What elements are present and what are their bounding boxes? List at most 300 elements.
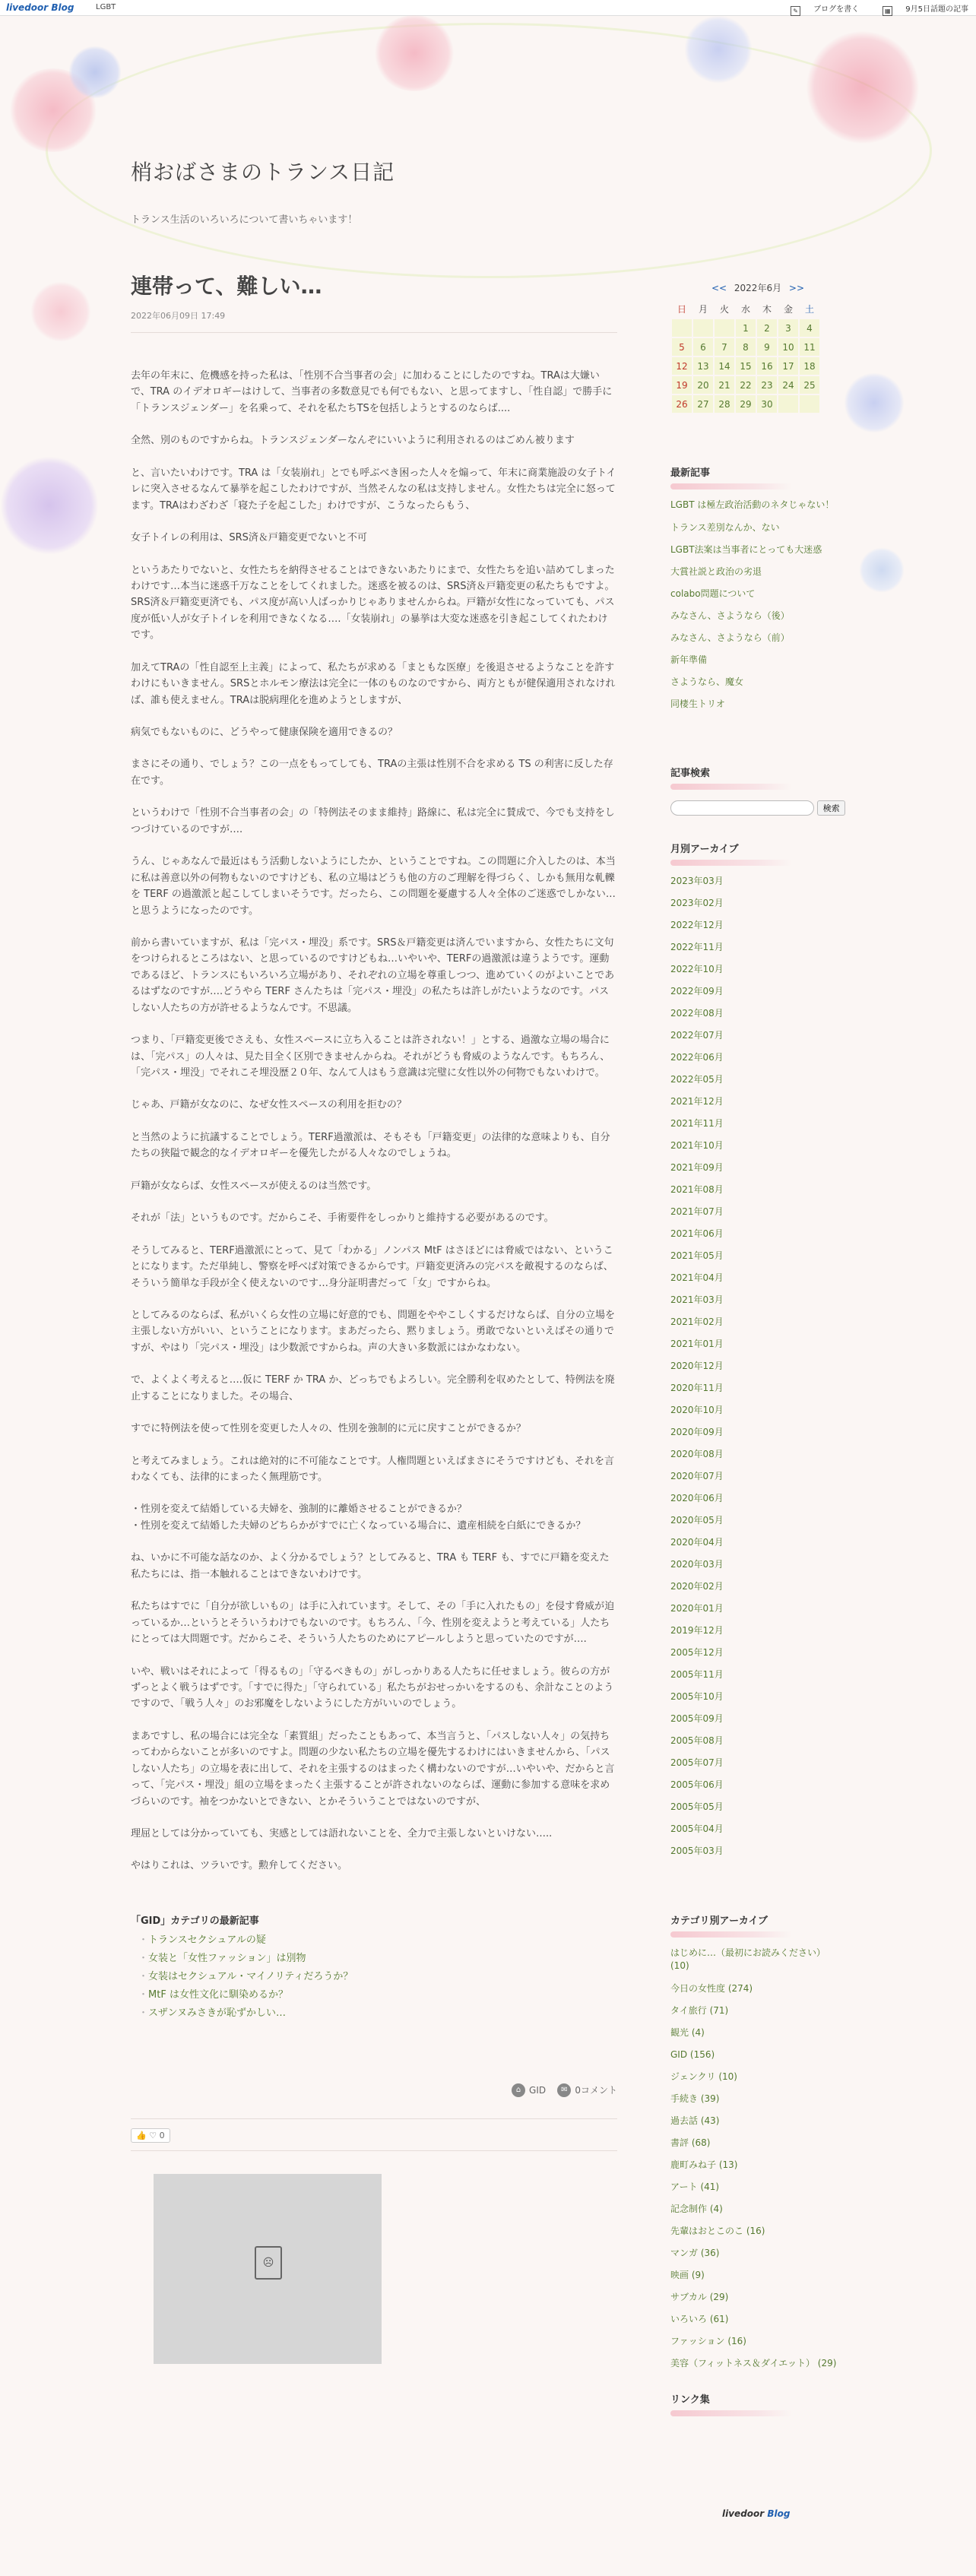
- article-paragraph: 私たちはすでに「自分が欲しいもの」は手に入れています。そして、その「手に入れたもの」を侵す脅威が迫っているか…というとそういうわけでもないのです。もちろん、「今、性別を変えようと考えている」人たちにとっては大問題です。だからこそ、そういう人たちのためにアピールしようと思っていたのですが….: [131, 1601, 615, 1646]
- article-paragraph: まあですし、私の場合には完全な「素質組」だったこともあって、本当言うと、「パスしない人々」の気持ちってわからないことが多いのですよ。問題の少ない私たちの立場を優先するわけにはいきませんから、「パスしない人たち」の立場を表に出して、それを主張するのはまったく構わないのですが…いやいや、だからと言って、「完パス・埋没」組の立場をまったく主張することが許されないのならば、運動に参加する意味を求めづらいのです。袖をつかないとできない、とかそういうことではないのですが、: [131, 1730, 615, 1808]
- sidebar-list-item: [670, 494, 845, 517]
- search-input[interactable]: [670, 800, 814, 816]
- calendar-day[interactable]: 12: [672, 357, 692, 375]
- recent-posts: [670, 460, 845, 715]
- article-paragraph: すでに特例法を使って性別を変更した人々の、性別を強制的に元に戻すことができるか？: [131, 1423, 526, 1435]
- article-paragraph: としてみるのならば、私がいくら女性の立場に好意的でも、問題をややこしくするだけならば、自分の立場を主張しない方がいい、ということになります。まあだったら、黙りましょう。勇敢でないといえばその通りですが、やはり「完パス・埋没」は少数派ですからね。声の大きい多数派にはかなわない。: [131, 1309, 616, 1354]
- sidebar-link[interactable]: 2005年05月: [670, 1801, 724, 1812]
- write-blog-link[interactable]: ✎ ブログを書く: [780, 5, 859, 14]
- sidebar-list-item: [670, 1025, 845, 1047]
- category-count: (13): [718, 2159, 738, 2170]
- sidebar-list-item: [670, 958, 845, 981]
- category-count: (156): [689, 2049, 715, 2060]
- calendar-day[interactable]: 4: [800, 319, 819, 337]
- article-paragraph: じゃあ、戸籍が女なのに、なぜ女性スペースの利用を拒むの？: [131, 1099, 407, 1111]
- sidebar-list-item: [670, 1003, 845, 1025]
- calendar-day[interactable]: 29: [736, 395, 756, 413]
- related-item: [138, 1968, 617, 1986]
- category-item: [670, 2000, 845, 2022]
- sidebar-link[interactable]: 2021年12月: [670, 1096, 724, 1107]
- trending-link[interactable]: ▦ 9月5日話題の記事: [872, 5, 968, 14]
- calendar-day: [693, 319, 713, 337]
- category-link[interactable]: 鹿町みね子: [670, 2159, 717, 2170]
- sidebar-link[interactable]: 2005年11月: [670, 1669, 724, 1680]
- sidebar-list-item: [670, 1157, 845, 1179]
- sidebar-list-item: [670, 1532, 845, 1554]
- sidebar-list-item: [670, 1664, 845, 1686]
- related-item: [138, 1950, 617, 1968]
- category-count: (43): [700, 2115, 720, 2126]
- sidebar-list-item: [670, 1708, 845, 1730]
- calendar-day[interactable]: 22: [736, 376, 756, 394]
- sidebar-link[interactable]: 2005年12月: [670, 1647, 724, 1658]
- sidebar-link[interactable]: 2022年11月: [670, 942, 724, 952]
- sidebar-list-item: [670, 671, 845, 693]
- article-paragraph: いや、戦いはそれによって「得るもの」「守るべきもの」がしっかりある人たちに任せましょう。彼らの方がずっとよく戦うはずです。「すでに得た」「守られている」私たちがおせっかいをするのも、余計なことのようですので、「戦う人々」のお邪魔をしないようにした方がいいのでしょう。: [131, 1665, 614, 1710]
- article-paragraph: 去年の年末に、危機感を持った私は、「性別不合当事者の会」に加わることにしたのですね。TRAは大嫌いで、TRA のイデオロギーはけして、当事者の多数意見でも何でもない、と思ってますし、「性自認」で勝手に「トランスジェンダー」を名乗って、それを私たちTSを包括しようとするのならば....: [131, 370, 613, 414]
- sidebar-link[interactable]: 2021年01月: [670, 1339, 724, 1349]
- sidebar-link[interactable]: 2005年09月: [670, 1713, 724, 1724]
- archive-list: [670, 870, 845, 1862]
- category-link[interactable]: サブカル: [670, 2292, 707, 2302]
- category-list: [670, 1942, 845, 2375]
- sidebar-link[interactable]: 2022年08月: [670, 1008, 724, 1019]
- calendar-day[interactable]: 1: [736, 319, 756, 337]
- recent-list: [670, 494, 845, 715]
- sidebar-link[interactable]: 2020年05月: [670, 1515, 724, 1526]
- related-heading: 「GID」カテゴリの最新記事: [131, 1915, 259, 1927]
- calendar-weekday: 火: [719, 304, 729, 315]
- sidebar-link[interactable]: トランス差別なんか、ない: [670, 522, 780, 533]
- category-link[interactable]: タイ旅行: [670, 2005, 707, 2016]
- sidebar-link[interactable]: みなさん、さようなら（前）: [670, 632, 790, 643]
- article-date: 2022年06月09日 17:49: [131, 311, 226, 321]
- sidebar-link[interactable]: 2005年06月: [670, 1779, 724, 1790]
- article-paragraph: で、よくよく考えると….仮に TERF か TRA か、どっちでもよろしい。完全勝利を収めたとして、特例法を廃止することになりました。その場合、: [131, 1374, 615, 1402]
- sidebar-link[interactable]: 2021年06月: [670, 1228, 724, 1239]
- category-item: [670, 2154, 845, 2176]
- category-link[interactable]: ジェンクリ: [670, 2071, 716, 2082]
- sidebar-link[interactable]: 同棲生トリオ: [670, 699, 725, 709]
- sidebar-list-item: [670, 1047, 845, 1069]
- blog-description: トランス生活のいろいろについて書いちゃいます！: [131, 214, 358, 226]
- calendar-day: [800, 395, 819, 413]
- sidebar-link[interactable]: 2021年03月: [670, 1294, 724, 1305]
- article-title[interactable]: 連帯って、難しい…: [131, 274, 322, 299]
- calendar-day[interactable]: 28: [715, 395, 734, 413]
- calendar-day[interactable]: 3: [778, 319, 798, 337]
- calendar-day[interactable]: 21: [715, 376, 734, 394]
- category-item: [670, 2308, 845, 2330]
- search-button[interactable]: 検索: [817, 800, 845, 816]
- sidebar-link[interactable]: 2021年07月: [670, 1206, 724, 1217]
- sidebar-link[interactable]: 2020年02月: [670, 1581, 724, 1592]
- sidebar-list-item: [670, 1223, 845, 1245]
- top-bar: [0, 0, 976, 16]
- sidebar-link[interactable]: 2020年08月: [670, 1449, 724, 1459]
- calendar: [670, 281, 845, 414]
- sidebar-list-item: [670, 1289, 845, 1311]
- calendar-day[interactable]: 17: [778, 357, 798, 375]
- calendar-day[interactable]: 15: [736, 357, 756, 375]
- category-item: [670, 2198, 845, 2220]
- sidebar-list-item: [670, 1686, 845, 1708]
- sidebar-list-item: [670, 1465, 845, 1488]
- sidebar-link[interactable]: 2020年11月: [670, 1383, 724, 1393]
- sidebar-list-item: [670, 1818, 845, 1840]
- sidebar-list-item: [670, 1421, 845, 1443]
- search-title: 記事検索: [670, 760, 845, 794]
- sidebar-link[interactable]: 2020年04月: [670, 1537, 724, 1548]
- category-item: [670, 2110, 845, 2132]
- category-item: [670, 2132, 845, 2154]
- calendar-day[interactable]: 5: [672, 338, 692, 356]
- article-meta: [131, 2083, 617, 2098]
- sidebar-list-item: [670, 870, 845, 892]
- search-section: [670, 760, 845, 816]
- calendar-prev-link[interactable]: <<: [711, 283, 727, 293]
- related-item: [138, 1986, 617, 2004]
- sidebar-link[interactable]: LGBT は極左政治活動のネタじゃない！: [670, 499, 835, 510]
- related-link[interactable]: MtF は女性文化に馴染めるか？: [148, 1988, 288, 2001]
- calendar-day[interactable]: 18: [800, 357, 819, 375]
- sidebar-link[interactable]: 2022年07月: [670, 1030, 724, 1041]
- sidebar-list-item: [670, 1488, 845, 1510]
- category-item: [670, 2088, 845, 2110]
- calendar-weekday: 水: [740, 304, 750, 315]
- sidebar-link[interactable]: 2005年03月: [670, 1846, 724, 1856]
- sidebar-link[interactable]: さようなら、魔女: [670, 676, 744, 687]
- category-link[interactable]: 先輩はおとこのこ: [670, 2226, 744, 2236]
- article-paragraph: というわけで「性別不合当事者の会」の「特例法そのまま維持」路線に、私は完全に賛成で、今でも支持をしつづけているのですが….: [131, 807, 615, 835]
- category-count: (16): [746, 2226, 765, 2236]
- sidebar-list-item: [670, 981, 845, 1003]
- sidebar-link[interactable]: 2021年11月: [670, 1118, 724, 1129]
- calendar-day[interactable]: 19: [672, 376, 692, 394]
- sidebar-list-item: [670, 583, 845, 605]
- flower-decoration: [68, 46, 122, 99]
- recent-title: 最新記事: [670, 460, 845, 494]
- category-count: (16): [727, 2336, 746, 2346]
- article-paragraph: 理屈としては分かっていても、実感としては語れないことを、全力で主張しないといけない…..: [131, 1828, 553, 1839]
- category-count: (10): [670, 1960, 689, 1971]
- category-link[interactable]: 美容（フィットネス＆ダイエット）: [670, 2358, 815, 2368]
- sidebar-link[interactable]: LGBT法案は当事者にとっても大迷惑: [670, 544, 822, 555]
- article-paragraph: 全然、別のものですからね。トランスジェンダーなんぞにいいように利用されるのはごめん被ります: [131, 435, 575, 447]
- sidebar-list-item: [670, 1245, 845, 1267]
- sidebar-link[interactable]: 2021年10月: [670, 1140, 724, 1151]
- sidebar-list-item: [670, 1333, 845, 1355]
- sidebar-link[interactable]: 2023年03月: [670, 876, 724, 886]
- sidebar-list-item: [670, 1201, 845, 1223]
- category-link[interactable]: 観光: [670, 2027, 689, 2038]
- sidebar-link[interactable]: 2021年04月: [670, 1272, 724, 1283]
- flower-decoration: [684, 15, 753, 84]
- calendar-day[interactable]: 6: [693, 338, 713, 356]
- category-count: (29): [709, 2292, 729, 2302]
- calendar-day[interactable]: 8: [736, 338, 756, 356]
- category-link[interactable]: アート: [670, 2182, 698, 2192]
- article-paragraph: と考えてみましょう。これは絶対的に不可能なことです。人権問題といえばまさにそうですけども、それを言わなくても、法律的にまったく無理筋です。: [131, 1455, 614, 1483]
- sidebar-list-item: [670, 605, 845, 627]
- calendar-weekday: 日: [677, 304, 686, 315]
- calendar-next-link[interactable]: >>: [788, 283, 805, 293]
- flower-decoration: [30, 281, 91, 342]
- article-paragraph: 女子トイレの利用は、SRS済＆戸籍変更でないと不可: [131, 532, 367, 544]
- sidebar-link[interactable]: 2020年07月: [670, 1471, 724, 1481]
- category-item: [670, 2242, 845, 2264]
- calendar-day[interactable]: 23: [757, 376, 777, 394]
- sidebar-list-item: [670, 1355, 845, 1377]
- article-paragraph: 加えてTRAの「性自認至上主義」によって、私たちが求める「まともな医療」を後退させるようなことを許すわけにもいきません。SRSとホルモン療法は完全に一体のものなのですから、両方ともが健保適用されなければ、誰も使えません。TRAは脱病理化を進めようとしますが、: [131, 661, 616, 706]
- sidebar-list-item: [670, 1796, 845, 1818]
- sidebar-list-item: [670, 1311, 845, 1333]
- category-link[interactable]: 手続き: [670, 2093, 699, 2104]
- category-link[interactable]: 過去話: [670, 2115, 699, 2126]
- category-link[interactable]: マンガ: [670, 2248, 699, 2258]
- sidebar-link[interactable]: 2022年10月: [670, 964, 724, 974]
- sidebar-list-item: [670, 892, 845, 914]
- related-item: [138, 1931, 617, 1950]
- category-item: [670, 2066, 845, 2088]
- category-item: [670, 1942, 845, 1978]
- flower-decoration: [859, 547, 905, 593]
- sidebar-list-item: [670, 517, 845, 539]
- sidebar-list-item: [670, 1267, 845, 1289]
- calendar-month: 2022年6月: [734, 283, 782, 293]
- sidebar-list-item: [670, 1642, 845, 1664]
- sidebar-link[interactable]: 2005年10月: [670, 1691, 724, 1702]
- sidebar-link[interactable]: 2021年08月: [670, 1184, 724, 1195]
- category-link[interactable]: 書評: [670, 2137, 689, 2148]
- related-link[interactable]: トランスセクシュアルの疑: [148, 1934, 266, 1946]
- sidebar-list-item: [670, 1752, 845, 1774]
- sidebar-link[interactable]: 2005年04月: [670, 1823, 724, 1834]
- article-paragraph: まさにその通り、でしょう？この一点をもってしても、TRAの主張は性別不合を求める TS の利害に反した存在です。: [131, 759, 613, 787]
- calendar-day[interactable]: 24: [778, 376, 798, 394]
- category-count: (39): [700, 2093, 720, 2104]
- sidebar-list-item: [670, 1554, 845, 1576]
- article-paragraph: と当然のように抗議することでしょう。TERF過激派は、そもそも「戸籍変更」の法律的な意味よりも、自分たちの狭隘で観念的なイデオロギーを優先したがる人々なのでしょうね。: [131, 1131, 610, 1160]
- category-count: (4): [691, 2027, 705, 2038]
- comment-icon: ✉: [557, 2083, 571, 2097]
- related-list: [131, 1931, 617, 2023]
- category-count: (68): [691, 2137, 711, 2148]
- article-paragraph: それが「法」というものです。だからこそ、手術要件をしっかりと維持する必要があるのです。: [131, 1212, 554, 1225]
- sidebar-link[interactable]: 2020年12月: [670, 1361, 724, 1371]
- calendar-day[interactable]: 16: [757, 357, 777, 375]
- category-count: (4): [709, 2204, 723, 2214]
- category-item: [670, 2044, 845, 2066]
- calendar-weekday: 金: [783, 304, 793, 315]
- article-paragraph: やはりこれは、ツラいです。勲弁してください。: [131, 1860, 347, 1872]
- sidebar-link[interactable]: 2022年06月: [670, 1052, 724, 1063]
- article-paragraph: 病気でもないものに、どうやって健康保険を適用できるの？: [131, 727, 398, 738]
- category-count: (29): [817, 2358, 837, 2368]
- flower-decoration: [844, 372, 905, 433]
- categories-title: カテゴリ別アーカイブ: [670, 1908, 845, 1942]
- article-paragraph: うん、じゃあなんで最近はもう活動しないようにしたか、ということですね。この問題に介入したのは、本当に私は善意以外の何物もないのですけども、私の立場はどうも他の方のご理解を得づらく、しかも無用な軋轢を TERF の過激派と起こしてしまいそうです。だったら、この問題を憂慮する人々全体のご迷惑でしかない…と思うようになったのです。: [131, 856, 616, 917]
- article-paragraph: 前から書いていますが、私は「完パス・埋没」系です。SRS＆戸籍変更は済んでいますから、女性たちに文句をつけられるところはない、と思っているのですけどもね…いやいや、TERFの過激派は違うようです。運動であるほど、トランスにもいろいろ立場があり、それぞれの立場を尊重しつつ、進めていくのがよいことであるはずなのですが….どうやら TERF さんたちは「完パス・埋没」の私たちは許しがたいようなのです。パスしない人たちの方が許せるようなんです。不思議。: [131, 936, 615, 1014]
- article-paragraph: つまり、「戸籍変更後でさえも、女性スペースに立ち入ることは許されない！」とする、過激な立場の場合には、「完パス」の人々は、見た目全く区別できませんからね。それがどうも脅威のようなんです。もちろん、「完パス・埋没」でそれこそ埋没歴２０年、なんて人はもう意識は完璧に女性以外の何物でもないわけで。: [131, 1035, 610, 1079]
- sidebar-link[interactable]: 2022年05月: [670, 1074, 724, 1085]
- related-link[interactable]: 女装と「女性ファッション」は別物: [148, 1952, 306, 1964]
- category-count: (61): [709, 2314, 729, 2324]
- sidebar-list-item: [670, 1576, 845, 1598]
- calendar-day: [672, 319, 692, 337]
- like-button[interactable]: 👍 ♡ 0: [131, 2128, 170, 2143]
- category-item: [670, 2022, 845, 2044]
- calendar-weekday: 土: [804, 304, 814, 315]
- sidebar-link[interactable]: 大賞社説と政治の劣退: [670, 566, 762, 577]
- category-link[interactable]: 映画: [670, 2270, 689, 2280]
- category-link[interactable]: ⌂ GID: [512, 2085, 546, 2096]
- category-item: [670, 2264, 845, 2286]
- sidebar-list-item: [670, 627, 845, 649]
- category-item: [670, 2353, 845, 2375]
- category-count: (9): [691, 2270, 705, 2280]
- flower-decoration: [372, 15, 456, 91]
- broken-document-icon: ☹: [255, 2246, 282, 2280]
- sidebar-link[interactable]: 2021年05月: [670, 1250, 724, 1261]
- main-column: [131, 270, 617, 2364]
- links-section: [670, 2387, 845, 2421]
- sidebar-list-item: [670, 693, 845, 715]
- sidebar-link[interactable]: 2023年02月: [670, 898, 724, 908]
- category-item: [670, 2330, 845, 2353]
- category-archive: [670, 1908, 845, 2375]
- topbar-category-link[interactable]: LGBT: [96, 3, 116, 11]
- category-link[interactable]: 記念制作: [670, 2204, 708, 2214]
- category-count: (41): [700, 2182, 720, 2192]
- calendar-day[interactable]: 13: [693, 357, 713, 375]
- calendar-day[interactable]: 11: [800, 338, 819, 356]
- livedoor-blog-logo[interactable]: livedoor Blog: [6, 2, 74, 13]
- category-count: (10): [718, 2071, 737, 2082]
- pencil-icon: ✎: [791, 6, 800, 16]
- sidebar-link[interactable]: 2021年09月: [670, 1162, 724, 1173]
- category-link[interactable]: GID: [670, 2049, 688, 2060]
- calendar-day[interactable]: 10: [778, 338, 798, 356]
- calendar-day[interactable]: 27: [693, 395, 713, 413]
- calendar-icon: ▦: [883, 6, 892, 16]
- sidebar-list-item: [670, 1840, 845, 1862]
- category-link[interactable]: はじめに…（最初にお読みください）: [670, 1947, 826, 1958]
- calendar-weekday: 月: [698, 304, 708, 315]
- sidebar-link[interactable]: 2022年09月: [670, 986, 724, 996]
- ad-placeholder[interactable]: [154, 2174, 382, 2364]
- sidebar-link[interactable]: 2020年03月: [670, 1559, 724, 1570]
- article-paragraph: ・性別を変えて結婚している夫婦を、強制的に離婚させることができるか？ ・性別を変えて結婚した夫婦のどちらかがすでに亡くなっている場合に、遺産相続を白紙にできるか？: [131, 1503, 586, 1532]
- sidebar-list-item: [670, 1135, 845, 1157]
- calendar-day[interactable]: 2: [757, 319, 777, 337]
- article-body: [131, 368, 617, 1874]
- sidebar-list-item: [670, 1069, 845, 1091]
- sidebar-list-item: [670, 1774, 845, 1796]
- sidebar-list-item: [670, 649, 845, 671]
- related-articles: [131, 1912, 617, 2023]
- sidebar-link[interactable]: 2022年12月: [670, 920, 724, 930]
- calendar-day[interactable]: 14: [715, 357, 734, 375]
- blog-title[interactable]: 梢おばさまのトランス日記: [131, 160, 395, 185]
- category-count: (71): [709, 2005, 729, 2016]
- links-title: リンク集: [670, 2387, 845, 2421]
- monthly-archive: [670, 836, 845, 1862]
- related-link[interactable]: スザンヌみさきが恥ずかしい…: [148, 2007, 286, 2019]
- sidebar-link[interactable]: 2020年01月: [670, 1603, 724, 1614]
- calendar-day[interactable]: 9: [757, 338, 777, 356]
- archive-title: 月別アーカイブ: [670, 836, 845, 870]
- article-paragraph: と、言いたいわけです。TRA は「女装崩れ」とでも呼ぶべき困った人々を煽って、年末に商業施設の女子トイレに突入させるなんて暴挙を起こしたわけですが、当然そんなの私は支持しません。女性たちは完全に怒ってます。TRAはわざわざ「寝た子を起こした」わけですが、こうなったらもう、: [131, 467, 616, 512]
- category-link[interactable]: ファッション: [670, 2336, 725, 2346]
- sidebar-link[interactable]: 2021年02月: [670, 1317, 724, 1327]
- sidebar-list-item: [670, 1510, 845, 1532]
- sidebar-link[interactable]: みなさん、さようなら（後）: [670, 610, 790, 621]
- article-paragraph: ね、いかに不可能な話なのか、よく分かるでしょう？としてみると、TRA も TERF も、すでに戸籍を変えた私たちには、指一本触れることはできないわけです。: [131, 1552, 610, 1580]
- footer-logo[interactable]: livedoor Blog: [722, 2508, 791, 2519]
- sidebar-link[interactable]: 新年準備: [670, 654, 708, 665]
- sidebar-list-item: [670, 1113, 845, 1135]
- sidebar-link[interactable]: 2019年12月: [670, 1625, 724, 1636]
- category-count: (274): [727, 1983, 753, 1994]
- sidebar-list-item: [670, 539, 845, 561]
- vine-decoration: [46, 23, 932, 278]
- related-item: [138, 2004, 617, 2023]
- comments-link[interactable]: ✉ 0コメント: [557, 2085, 617, 2096]
- category-item: [670, 2220, 845, 2242]
- calendar-day: [715, 319, 734, 337]
- sidebar-list-item: [670, 914, 845, 936]
- tag-icon: ⌂: [512, 2083, 525, 2097]
- sidebar-list-item: [670, 1399, 845, 1421]
- sidebar-list-item: [670, 936, 845, 958]
- sidebar-list-item: [670, 1598, 845, 1620]
- sidebar-list-item: [670, 561, 845, 583]
- category-item: [670, 2176, 845, 2198]
- flower-decoration: [806, 30, 920, 144]
- article-paragraph: というあたりでないと、女性たちを納得させることはできないあたりにまで、女性たちを追い詰めてしまったわけです…本当に迷惑千万なことをしてくれました。迷惑を被るのは、SRS済＆戸籍変更の私たちもですよ。SRS済＆戸籍変更済でも、パス度が高い人ばっかりじゃありませんからね。戸籍が女性になっていても、パス度が低い人が女子トイレを利用できなくなる….「女装崩れ」の暴挙は大変な迷惑を引き起こしてくれたわけです。: [131, 564, 615, 642]
- calendar-day[interactable]: 26: [672, 395, 692, 413]
- category-link[interactable]: 今日の女性度: [670, 1983, 726, 1994]
- calendar-day[interactable]: 20: [693, 376, 713, 394]
- divider: [131, 332, 617, 333]
- sidebar-list-item: [670, 1179, 845, 1201]
- sidebar-list-item: [670, 1620, 845, 1642]
- related-link[interactable]: 女装はセクシュアル・マイノリティだろうか？: [148, 1970, 353, 1982]
- category-link[interactable]: いろいろ: [670, 2314, 708, 2324]
- sidebar-list-item: [670, 1443, 845, 1465]
- sidebar-link[interactable]: 2005年07月: [670, 1757, 724, 1768]
- calendar-day[interactable]: 25: [800, 376, 819, 394]
- calendar-day[interactable]: 30: [757, 395, 777, 413]
- like-area: [131, 2118, 617, 2151]
- sidebar-link[interactable]: 2005年08月: [670, 1735, 724, 1746]
- article-paragraph: 戸籍が女ならば、女性スペースが使えるのは当然です。: [131, 1180, 377, 1192]
- flower-decoration: [0, 456, 99, 555]
- category-item: [670, 1978, 845, 2000]
- category-item: [670, 2286, 845, 2308]
- calendar-weekday: 木: [762, 304, 772, 315]
- sidebar-link[interactable]: 2020年09月: [670, 1427, 724, 1437]
- sidebar-link[interactable]: colabo問題について: [670, 588, 756, 599]
- sidebar-link[interactable]: 2020年06月: [670, 1493, 724, 1503]
- category-count: (36): [700, 2248, 720, 2258]
- calendar-day[interactable]: 7: [715, 338, 734, 356]
- sidebar-link[interactable]: 2020年10月: [670, 1405, 724, 1415]
- sidebar-list-item: [670, 1377, 845, 1399]
- calendar-day: [778, 395, 798, 413]
- calendar-table: [670, 299, 821, 414]
